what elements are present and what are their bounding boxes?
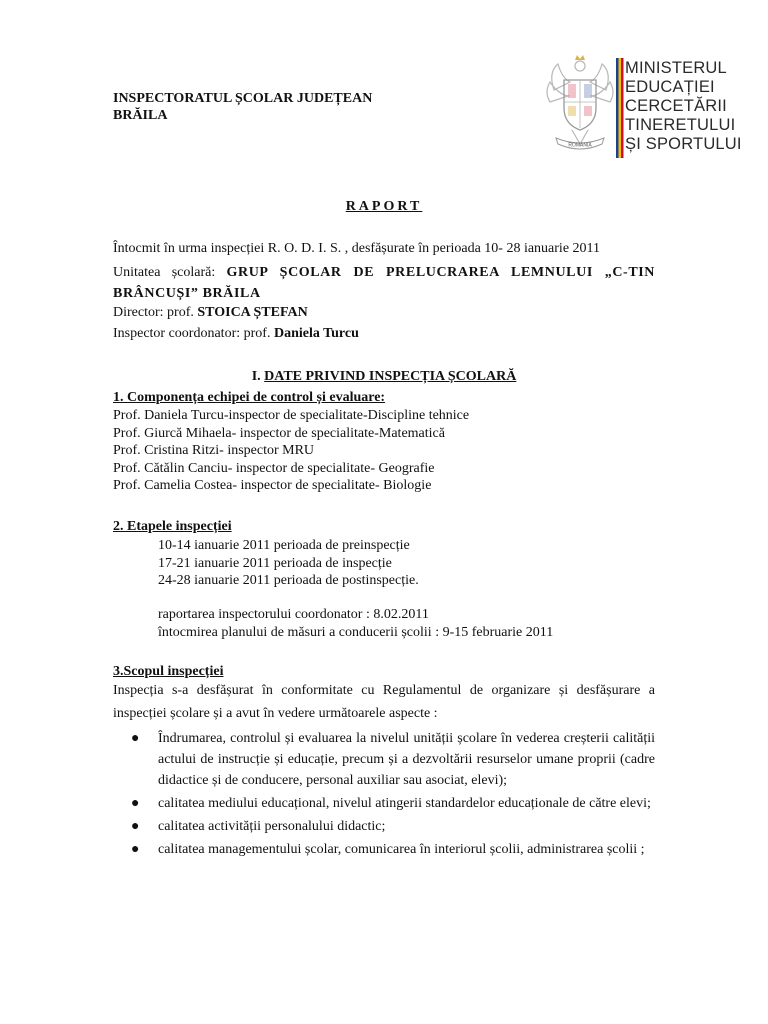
director-line: [113, 305, 308, 321]
section-title: DATE PRIVIND INSPECȚIA ȘCOLARĂ: [264, 369, 517, 384]
bullet-icon: ●: [131, 819, 140, 834]
tricolor-bar: [616, 58, 624, 158]
ministry-line: CERCETĂRII: [625, 97, 727, 115]
coordinator-label: Inspector coordonator: prof.: [113, 326, 271, 341]
stages-heading: 2. Etapele inspecției: [113, 519, 232, 534]
document-title: RAPORT: [345, 199, 423, 214]
team-member: Prof. Cristina Ritzi- inspector MRU: [113, 443, 315, 458]
report-date-line: raportarea inspectorului coordonator : 8.02.2011: [158, 607, 429, 622]
purpose-bullet-list: [113, 728, 655, 862]
school-unit-line: [113, 262, 655, 304]
ministry-line: TINERETULUI: [625, 116, 736, 134]
ministry-line: MINISTERUL: [625, 59, 727, 77]
inspection-period-line: Întocmit în urma inspecției R. O. D. I. S. , desfășurate în perioada 10- 28 ianuarie 2011: [113, 241, 601, 256]
ministry-line: EDUCAȚIEI: [625, 78, 715, 96]
list-item: [113, 728, 655, 791]
director-label: Director: prof.: [113, 305, 194, 320]
team-member: Prof. Cătălin Canciu- inspector de specialitate- Geografie: [113, 460, 435, 476]
coat-of-arms-icon: [547, 55, 613, 149]
stage-item: 17-21 ianuarie 2011 perioada de inspecție: [158, 555, 392, 571]
bullet-text: calitatea managementului școlar, comunicarea în interiorul școlii, administrarea școlii ;: [158, 842, 645, 857]
purpose-heading: 3.Scopul inspecției: [113, 664, 224, 679]
crest-ribbon-text: ROMANIA: [568, 142, 592, 149]
stage-item: 24-28 ianuarie 2011 perioada de postinspecție.: [158, 573, 419, 588]
bullet-icon: ●: [131, 731, 140, 746]
bullet-text: Îndrumarea, controlul și evaluarea la nivelul unității școlare în vederea creșterii calității actului de instrucție și educație, precum și a dezvoltării resurselor umane proprii (cadre didactice și de conducere, personal auxiliar sau asociat, elevi);: [158, 731, 655, 788]
institution-header: [113, 90, 372, 124]
institution-name: INSPECTORATUL ȘCOLAR JUDEȚEAN: [113, 91, 373, 106]
team-heading: 1. Componența echipei de control și evaluare:: [113, 390, 386, 405]
bullet-text: calitatea activității personalului didactic;: [158, 819, 386, 834]
ministry-line: ȘI SPORTULUI: [625, 135, 742, 153]
school-unit-label: Unitatea școlară:: [113, 265, 216, 280]
bullet-text: calitatea mediului educațional, nivelul atingerii standardelor educaționale de către elevi;: [158, 796, 651, 811]
purpose-paragraph: Inspecția s-a desfășurat în conformitate cu Regulamentul de organizare și desfășurare a inspecției școlare și a avut în vedere următoarele aspecte :: [113, 683, 655, 721]
section-heading: [0, 369, 768, 385]
bullet-icon: ●: [131, 796, 140, 811]
plan-date-line: întocmirea planului de măsuri a conducerii școlii : 9-15 februarie 2011: [158, 624, 554, 640]
coordinator-name: Daniela Turcu: [273, 326, 359, 341]
section-number: I.: [251, 369, 261, 384]
school-unit-name: GRUP ȘCOLAR DE PRELUCRAREA LEMNULUI „C-TIN BRÂNCUȘI” BRĂILA: [113, 265, 656, 301]
coordinator-line: [113, 326, 359, 342]
list-item: [113, 793, 655, 814]
institution-city: BRĂILA: [113, 108, 168, 123]
stage-item: 10-14 ianuarie 2011 perioada de preinspecție: [158, 538, 410, 553]
list-item: [113, 839, 655, 860]
team-member: Prof. Giurcă Mihaela- inspector de specialitate-Matematică: [113, 425, 445, 441]
director-name: STOICA ȘTEFAN: [197, 305, 308, 320]
list-item: [113, 816, 655, 837]
bullet-icon: ●: [131, 842, 140, 857]
team-member: Prof. Daniela Turcu-inspector de specialitate-Discipline tehnice: [113, 408, 470, 423]
ministry-name: [625, 59, 742, 154]
team-member: Prof. Camelia Costea- inspector de specialitate- Biologie: [113, 478, 432, 493]
